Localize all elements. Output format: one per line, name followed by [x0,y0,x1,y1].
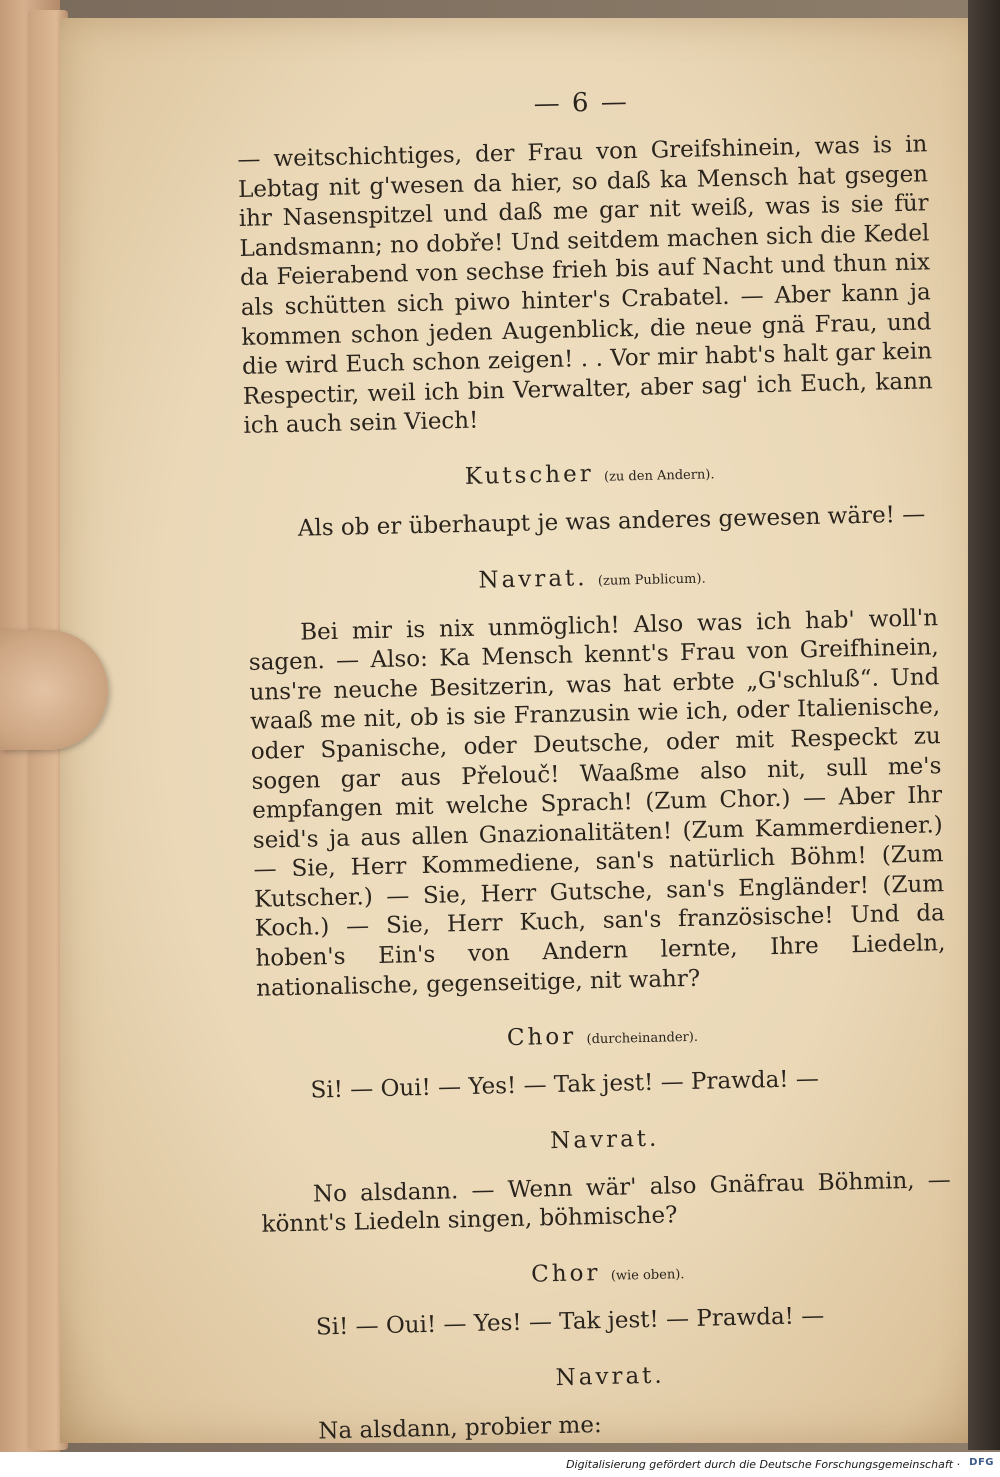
stage-direction: (durcheinander). [586,1030,699,1048]
dfg-logo: DFG [969,1457,994,1468]
speaker-name: Navrat. [478,564,588,594]
speaker-kutscher [244,453,934,495]
stage-direction: (zu den Andern). [603,467,715,485]
footer-credit: Digitalisierung gefördert durch die Deutsche Forschungsgemeinschaft · [566,1458,960,1471]
speaker-chor [263,1252,953,1294]
paragraph-4: Si! — Oui! — Yes! — Tak jest! — Prawda! — [310,1066,820,1104]
paragraph-3: Bei mir is nix unmöglich! Also was ich hab' woll'n sagen. — Also: Ka Mensch kennt's Frau von Greifhinein, uns're neuche Besitzerin, was hat erbte „G'schluß“. Und waaß me nit, ob is sie Franzusin wie ich, oder Italienische, oder Spanische, oder Deutsche, oder mit Respeckt zu sogen gar aus Přelouč! Waaßme also nit, sull me's empfangen mit welche Sprach! (Zum Chor.) — Aber Ihr seid's ja aus allen Gnazionalitäten! (Zum Kammerdiener.) — Sie, Herr Kommediene, san's natürlich Böhm! (Zum Kutscher.) — Sie, Herr Gutsche, san's Engländer! (Zum Koch.) — Sie, Herr Kuch, san's französische! Und da hoben's Ein's von Andern lernte, Ihre Liedeln, nationalische, gegenseitige, nit wahr? [248,604,946,1002]
page-text [236,80,957,1448]
speaker-navrat [247,557,937,599]
speaker-name: Navrat. [549,1125,660,1154]
paragraph-7: Na alsdann, probier me: [318,1411,602,1445]
speaker-navrat [265,1356,955,1398]
speaker-chor [257,1015,947,1057]
speaker-name: Chor [506,1023,577,1052]
right-shadow [968,0,1000,1450]
paragraph-5: No alsdann. — Wenn wär' also Gnäfrau Böhmin, — könnt's Liedeln singen, böhmische? [261,1166,952,1239]
paragraph-2: Als ob er überhaupt je was anderes gewesen wäre! — [297,501,926,542]
stage-direction: (wie oben). [610,1267,685,1284]
speaker-name: Chor [530,1260,601,1288]
speaker-name: Kutscher [464,460,594,490]
speaker-navrat [260,1119,950,1161]
speaker-name: Navrat. [555,1362,665,1391]
paragraph-6: Si! — Oui! — Yes! — Tak jest! — Prawda! — [315,1303,825,1341]
page-number: — 6 — [533,87,630,120]
paragraph-1: — weitschichtiges, der Frau von Greifshinein, was is in Lebtag nit g'wesen da hier, so daß ka Mensch hat gsegen ihr Nasenspitzel und daß me gar nit weiß, was is sie für Landsmann; no dobře! Und seitdem machen sich die Kedel da Feierabend von sechse frieh bis auf Nacht und thun nix als schütten sich piwo hinter's Crabatel. — Aber kann ja kommen schon jeden Augenblick, die neue gnä Frau, und die wird Euch schon zeigen! . . Vor mir habt's halt gar kein Respectir, weil ich bin Verwalter, aber sag' ich Euch, kann ich auch sein Viech! [237,131,933,440]
stage-direction: (zum Publicum). [597,571,706,589]
digitization-footer [0,1452,1000,1477]
